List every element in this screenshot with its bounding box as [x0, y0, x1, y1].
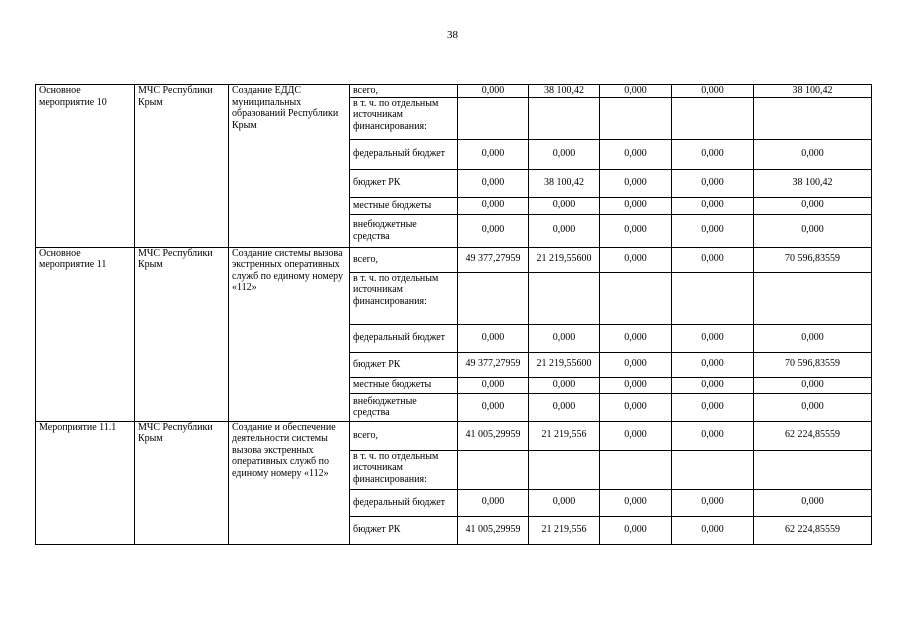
funding-source: бюджет РК: [350, 516, 458, 544]
value-cell: 0,000: [458, 377, 529, 393]
value-cell: 0,000: [672, 247, 754, 272]
value-cell: 0,000: [754, 324, 872, 352]
value-cell: 70 596,83559: [754, 247, 872, 272]
value-cell: [754, 97, 872, 139]
funding-source: бюджет РК: [350, 169, 458, 197]
value-cell: 21 219,55600: [529, 247, 600, 272]
value-cell: 38 100,42: [529, 85, 600, 98]
value-cell: 21 219,556: [529, 421, 600, 450]
value-cell: 62 224,85559: [754, 421, 872, 450]
value-cell: 49 377,27959: [458, 247, 529, 272]
value-cell: 62 224,85559: [754, 516, 872, 544]
value-cell: [754, 272, 872, 324]
value-cell: 0,000: [754, 139, 872, 169]
value-cell: [458, 97, 529, 139]
value-cell: 0,000: [458, 169, 529, 197]
value-cell: 0,000: [458, 139, 529, 169]
page-number: 38: [447, 29, 458, 41]
value-cell: 0,000: [600, 516, 672, 544]
funding-source: в т. ч. по отдельным источникам финансирования:: [350, 450, 458, 489]
value-cell: 0,000: [600, 214, 672, 247]
value-cell: 0,000: [672, 516, 754, 544]
value-cell: 0,000: [672, 197, 754, 214]
value-cell: 0,000: [672, 489, 754, 516]
funding-source: всего,: [350, 421, 458, 450]
value-cell: 0,000: [458, 489, 529, 516]
value-cell: 0,000: [458, 214, 529, 247]
funding-source: местные бюджеты: [350, 197, 458, 214]
value-cell: 0,000: [529, 139, 600, 169]
value-cell: [529, 97, 600, 139]
value-cell: 0,000: [672, 421, 754, 450]
funding-source: местные бюджеты: [350, 377, 458, 393]
value-cell: 0,000: [754, 197, 872, 214]
value-cell: 0,000: [672, 377, 754, 393]
funding-source: федеральный бюджет: [350, 139, 458, 169]
value-cell: [529, 450, 600, 489]
value-cell: [458, 450, 529, 489]
value-cell: [600, 97, 672, 139]
value-cell: [600, 272, 672, 324]
value-cell: 0,000: [754, 377, 872, 393]
value-cell: [754, 450, 872, 489]
value-cell: 0,000: [672, 139, 754, 169]
value-cell: 38 100,42: [754, 169, 872, 197]
value-cell: 0,000: [600, 489, 672, 516]
value-cell: 70 596,83559: [754, 352, 872, 377]
value-cell: 0,000: [529, 377, 600, 393]
funding-source: в т. ч. по отдельным источникам финансирования:: [350, 97, 458, 139]
funding-source: федеральный бюджет: [350, 489, 458, 516]
value-cell: [672, 97, 754, 139]
value-cell: 49 377,27959: [458, 352, 529, 377]
value-cell: 0,000: [458, 324, 529, 352]
value-cell: 0,000: [600, 352, 672, 377]
value-cell: 0,000: [672, 352, 754, 377]
value-cell: 0,000: [672, 393, 754, 421]
executor: МЧС Республики Крым: [135, 421, 229, 544]
executor: МЧС Республики Крым: [135, 85, 229, 248]
funding-source: всего,: [350, 85, 458, 98]
value-cell: 21 219,55600: [529, 352, 600, 377]
value-cell: 0,000: [600, 139, 672, 169]
value-cell: 0,000: [600, 377, 672, 393]
funding-source: в т. ч. по отдельным источникам финансирования:: [350, 272, 458, 324]
value-cell: 0,000: [529, 214, 600, 247]
funding-source: бюджет РК: [350, 352, 458, 377]
funding-source: всего,: [350, 247, 458, 272]
value-cell: [672, 450, 754, 489]
value-cell: 0,000: [600, 393, 672, 421]
measure-description: Создание и обеспечение деятельности системы вызова экстренных оперативных служб по единому номеру «112»: [229, 421, 350, 544]
value-cell: 21 219,556: [529, 516, 600, 544]
value-cell: 0,000: [600, 324, 672, 352]
measure-name: Основное мероприятие 10: [36, 85, 135, 248]
value-cell: 0,000: [754, 214, 872, 247]
funding-source: внебюджетные средства: [350, 393, 458, 421]
value-cell: 0,000: [458, 393, 529, 421]
funding-source: федеральный бюджет: [350, 324, 458, 352]
funding-table: [35, 84, 872, 545]
value-cell: [458, 272, 529, 324]
value-cell: 0,000: [458, 85, 529, 98]
value-cell: 0,000: [529, 489, 600, 516]
value-cell: 0,000: [672, 169, 754, 197]
value-cell: [672, 272, 754, 324]
table-row: [36, 421, 872, 450]
value-cell: 0,000: [672, 85, 754, 98]
value-cell: [529, 272, 600, 324]
executor: МЧС Республики Крым: [135, 247, 229, 421]
table-row: [36, 247, 872, 272]
value-cell: 38 100,42: [754, 85, 872, 98]
value-cell: 0,000: [529, 197, 600, 214]
value-cell: [600, 450, 672, 489]
table-row: [36, 85, 872, 98]
measure-description: Создание системы вызова экстренных оперативных служб по единому номеру «112»: [229, 247, 350, 421]
measure-name: Основное мероприятие 11: [36, 247, 135, 421]
value-cell: 41 005,29959: [458, 516, 529, 544]
value-cell: 0,000: [754, 489, 872, 516]
funding-source: внебюджетные средства: [350, 214, 458, 247]
value-cell: 0,000: [600, 197, 672, 214]
value-cell: 0,000: [600, 421, 672, 450]
value-cell: 41 005,29959: [458, 421, 529, 450]
value-cell: 0,000: [672, 214, 754, 247]
value-cell: 0,000: [754, 393, 872, 421]
value-cell: 0,000: [529, 324, 600, 352]
value-cell: 0,000: [529, 393, 600, 421]
measure-name: Мероприятие 11.1: [36, 421, 135, 544]
measure-description: Создание ЕДДС муниципальных образований Республики Крым: [229, 85, 350, 248]
value-cell: 0,000: [600, 169, 672, 197]
value-cell: 0,000: [672, 324, 754, 352]
value-cell: 0,000: [600, 247, 672, 272]
value-cell: 0,000: [600, 85, 672, 98]
value-cell: 0,000: [458, 197, 529, 214]
value-cell: 38 100,42: [529, 169, 600, 197]
